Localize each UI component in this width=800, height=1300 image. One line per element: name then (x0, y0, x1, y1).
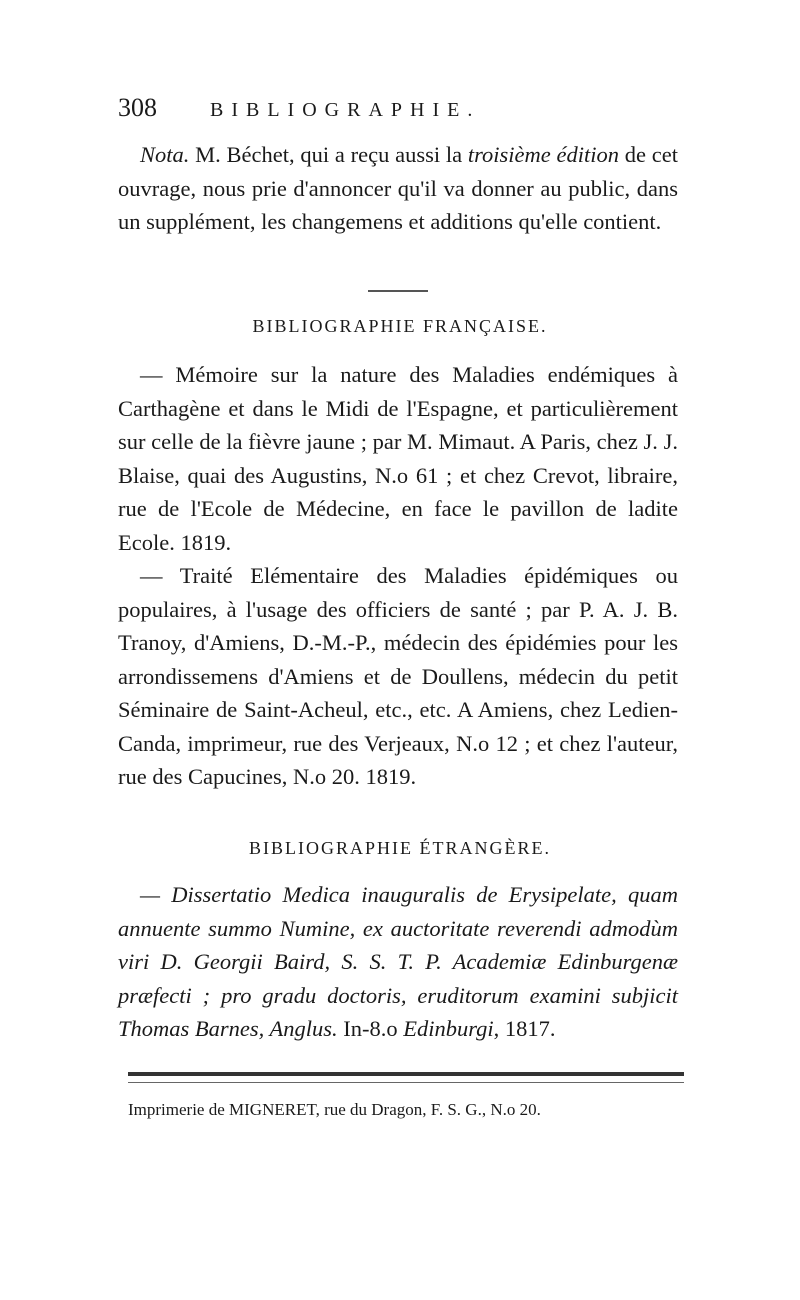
footer-rule (128, 1072, 684, 1083)
french-entry-2: — Traité Elémentaire des Maladies épidémiques ou populaires, à l'usage des officiers de santé ; par P. A. J. B. Tranoy, d'Amiens, D.-M.-P., médecin des épidémies pour les arrondissemens d'Amiens et de Doullens, médecin du petit Séminaire de Saint-Acheul, etc., etc. A Amiens, chez Ledien-Canda, imprimeur, rue des Verjeaux, N.o 12 ; et chez l'auteur, rue des Capucines, N.o 20. 1819. (118, 563, 678, 789)
page-number: 308 (118, 93, 157, 122)
foreign-entry-year: , 1817. (493, 1016, 556, 1041)
nota-text-1: M. Béchet, qui a reçu aussi la (189, 142, 468, 167)
nota-emphasis: troisième édition (467, 142, 620, 167)
foreign-entry-1 (118, 878, 678, 1046)
small-separator (368, 290, 428, 292)
nota-text-2: de cet ouvrage, nous prie d'annoncer qu'il va donner au public, dans un supplément, les changemens et additions qu'elle contient. (118, 142, 678, 234)
foreign-entry-format: In-8.o (337, 1016, 404, 1041)
section-heading-foreign: BIBLIOGRAPHIE ÉTRANGÈRE. (249, 838, 551, 858)
foreign-entry-title: — Dissertatio Medica inauguralis de Erysipelate, quam annuente summo Numine, ex auctoritate reverendi admodùm viri D. Georgii Baird, S. S. T. P. Academiæ Edinburgenæ præfecti ; pro gradu doctoris, eruditorum examini subjicit Thomas Barnes, Anglus. (118, 882, 678, 1041)
nota-label: Nota. (140, 142, 190, 167)
printer-imprint: Imprimerie de MIGNERET, rue du Dragon, F. S. G., N.o 20. (128, 1100, 541, 1119)
running-title: BIBLIOGRAPHIE. (210, 99, 481, 121)
nota-paragraph (118, 138, 678, 239)
running-header (118, 93, 678, 123)
foreign-entries (118, 878, 678, 1046)
section-heading-french: BIBLIOGRAPHIE FRANÇAISE. (252, 316, 548, 336)
french-entries (118, 358, 678, 794)
foreign-entry-place: Edinburgi (403, 1016, 494, 1041)
french-entry-1: — Mémoire sur la nature des Maladies endémiques à Carthagène et dans le Midi de l'Espagne, et particulièrement sur celle de la fièvre jaune ; par M. Mimaut. A Paris, chez J. J. Blaise, quai des Augustins, N.o 61 ; et chez Crevot, libraire, rue de l'Ecole de Médecine, en face le pavillon de ladite Ecole. 1819. (118, 362, 678, 555)
